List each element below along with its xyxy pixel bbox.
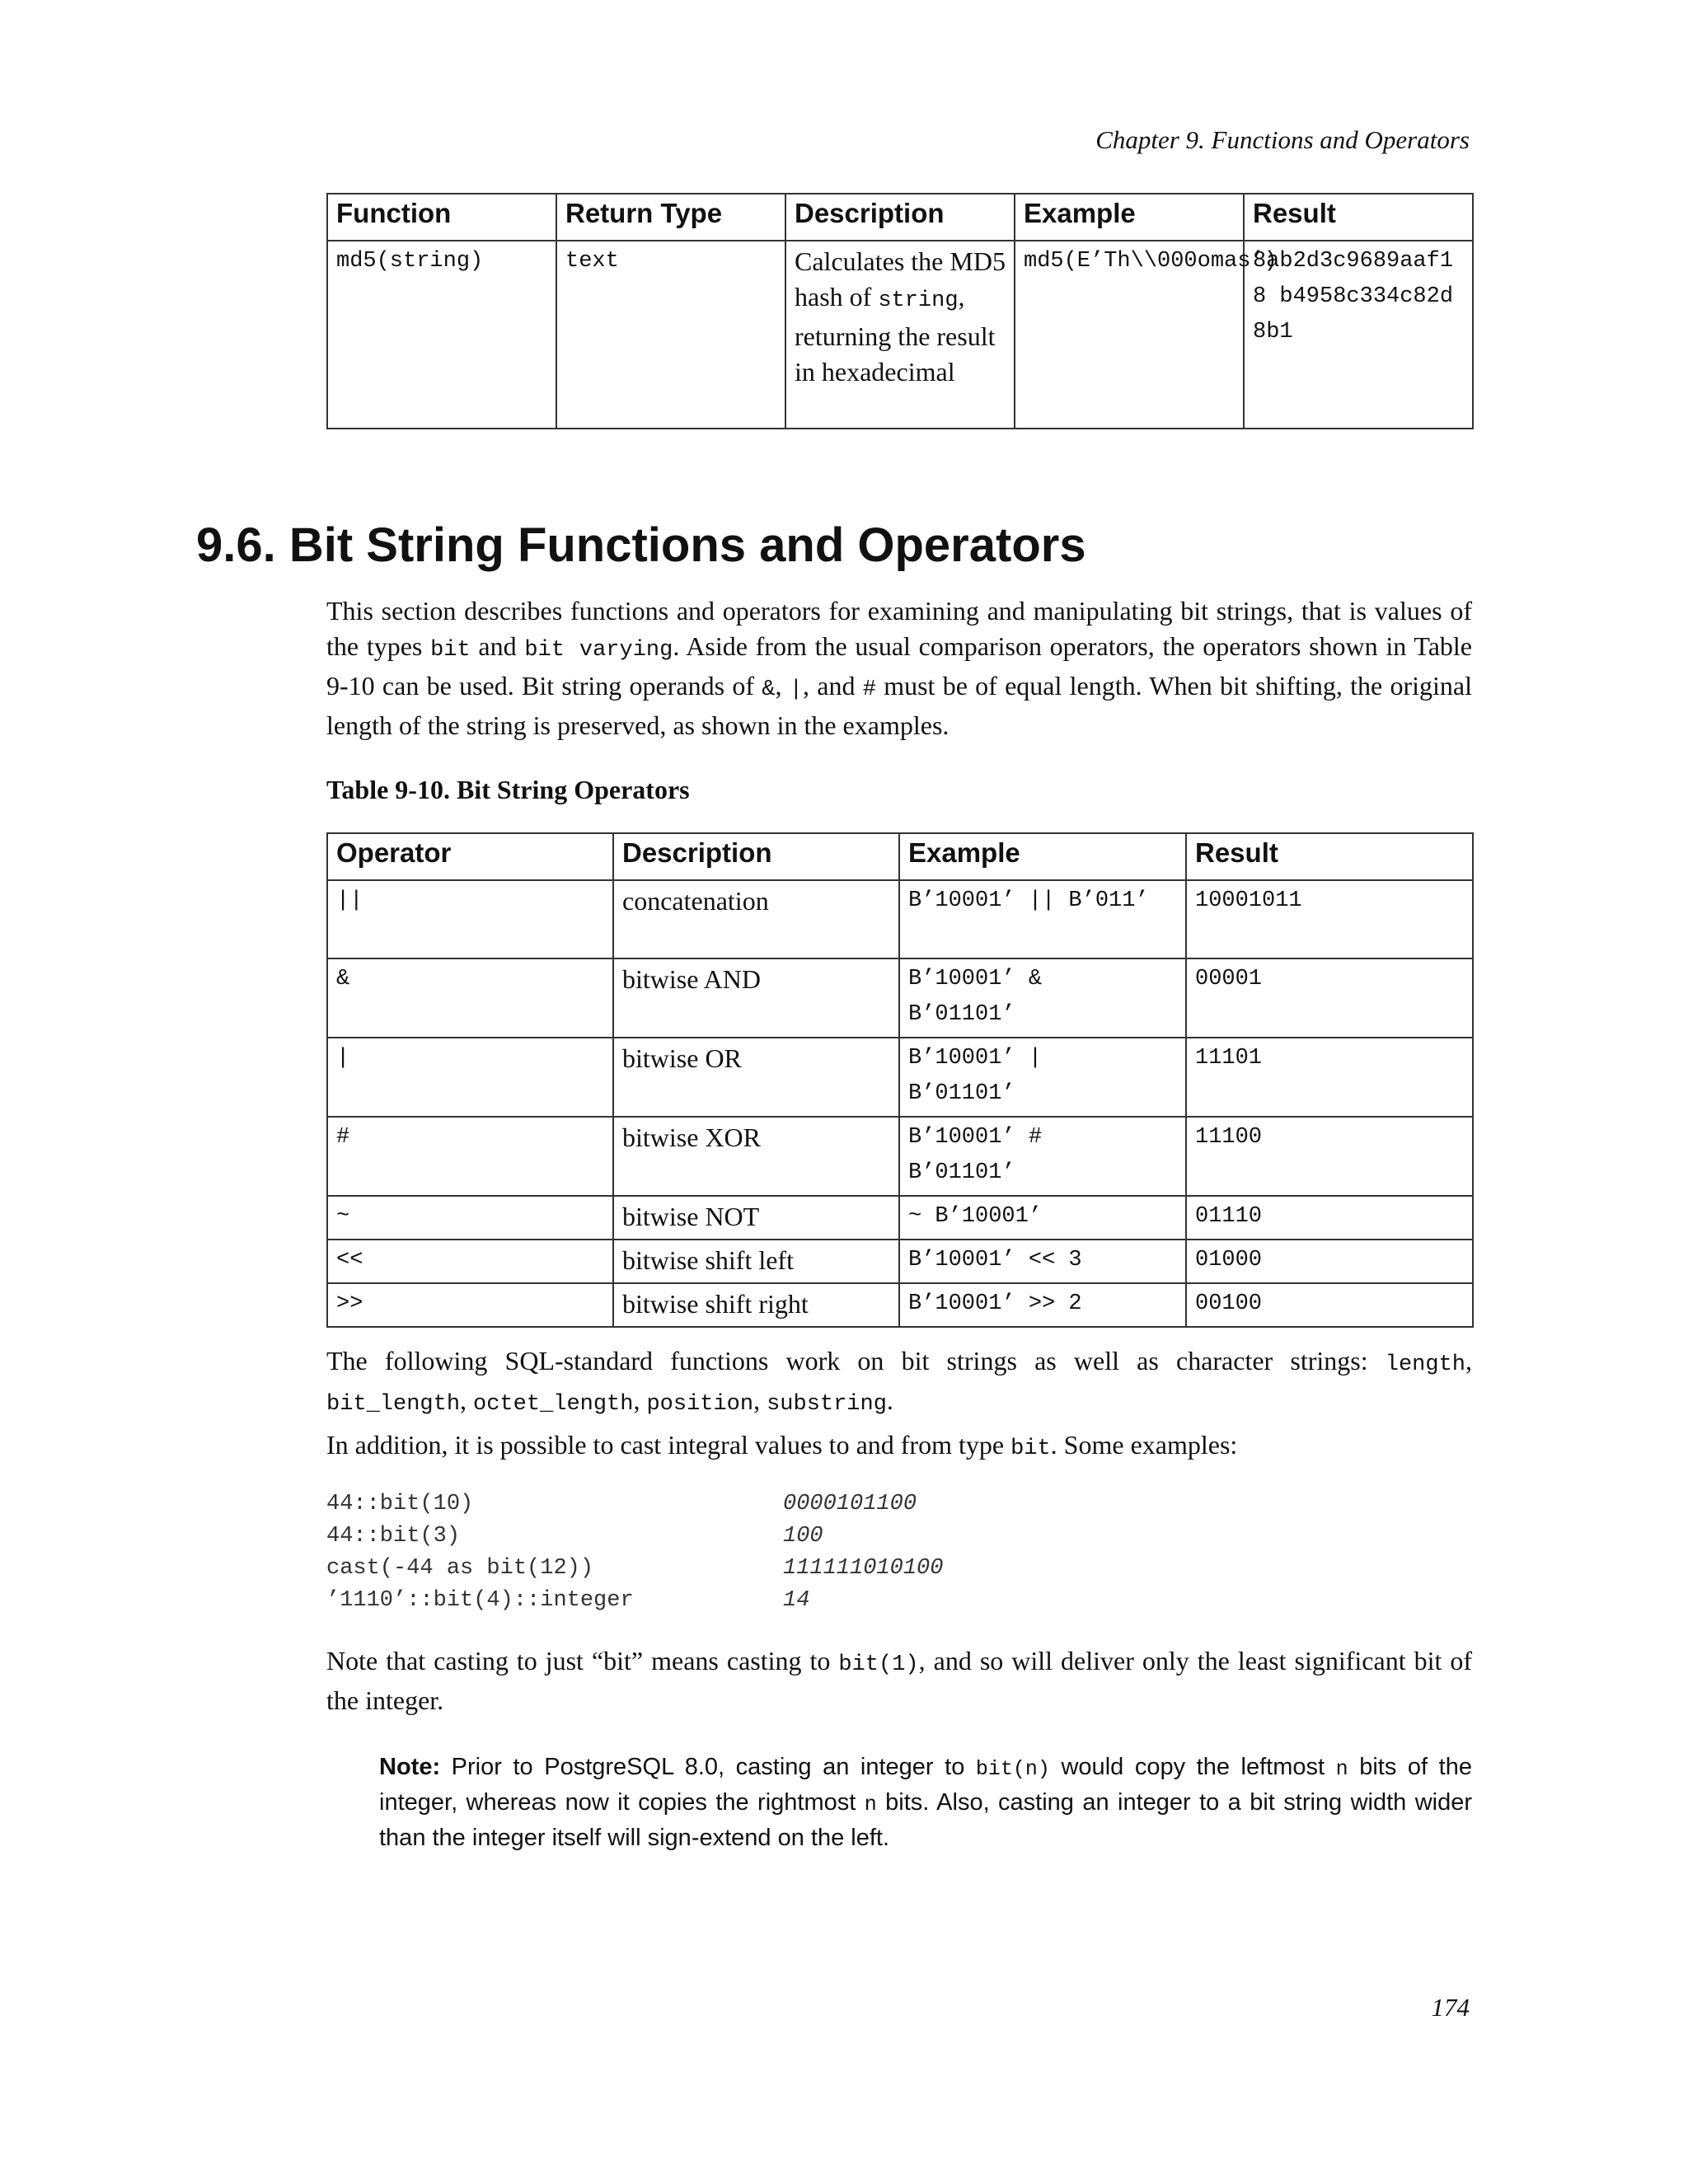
inline-code: # <box>862 677 876 702</box>
return-type-cell: text <box>556 241 785 429</box>
column-header: Example <box>899 833 1186 880</box>
example-expression: ’1110’::bit(4)::integer <box>326 1588 634 1613</box>
description-code: string <box>878 288 959 313</box>
result-cell: 11100 <box>1186 1117 1473 1196</box>
inline-code: | <box>789 677 803 702</box>
description-cell: bitwise AND <box>613 958 899 1038</box>
text: . Some examples: <box>1050 1430 1238 1460</box>
table-row <box>327 1038 1473 1117</box>
text: , and so will deliver only the least significant bit of the integer. <box>326 1646 1473 1715</box>
table-row <box>327 880 1473 958</box>
text: . Aside from the usual comparison operators, the operators shown in Table 9-10 can be used. Bit string operands of <box>326 631 1473 701</box>
function-cell: md5(string) <box>327 241 556 429</box>
column-header: Description <box>785 194 1015 241</box>
function-name: substring <box>767 1392 887 1417</box>
text: In addition, it is possible to cast integral values to and from type <box>326 1430 1011 1460</box>
operator-cell: # <box>327 1117 613 1196</box>
inline-code: bit <box>430 638 471 663</box>
example-row <box>326 1553 943 1585</box>
example-expression: 44::bit(3) <box>326 1524 461 1549</box>
text: Note that casting to just “bit” means casting to <box>326 1646 839 1675</box>
operator-cell: ~ <box>327 1196 613 1240</box>
example-cell: B’10001’ >> 2 <box>899 1283 1186 1327</box>
cast-intro-paragraph <box>326 1427 1472 1467</box>
inline-code: bit(1) <box>838 1652 919 1677</box>
example-cell: B’10001’ & B’01101’ <box>899 958 1186 1038</box>
separator: , <box>460 1385 474 1415</box>
function-name: position <box>646 1392 754 1417</box>
inline-code: & <box>762 677 776 702</box>
operator-cell: & <box>327 958 613 1038</box>
example-expression: 44::bit(10) <box>326 1492 474 1516</box>
function-name: bit_length <box>326 1392 461 1417</box>
text: , and <box>802 671 863 701</box>
table-row <box>327 1117 1473 1196</box>
table-header-row <box>327 833 1473 880</box>
separator: , <box>1465 1346 1472 1376</box>
table-row <box>327 241 1473 429</box>
md5-function-table <box>326 193 1474 429</box>
description-cell: bitwise shift left <box>613 1240 899 1283</box>
example-result: 111111010100 <box>783 1556 944 1581</box>
page-number: 174 <box>1431 1993 1470 2022</box>
description-cell: bitwise shift right <box>613 1283 899 1327</box>
description-cell <box>785 241 1015 429</box>
separator: , <box>753 1385 767 1415</box>
example-result: 0000101100 <box>783 1492 917 1516</box>
note-block <box>379 1750 1472 1854</box>
description-cell: bitwise NOT <box>613 1196 899 1240</box>
example-cell: B’10001’ << 3 <box>899 1240 1186 1283</box>
description-text: , returning the result in hexadecimal <box>795 282 996 387</box>
text: , <box>775 671 790 701</box>
example-row <box>326 1488 943 1521</box>
table-row <box>327 958 1473 1038</box>
cast-note-paragraph <box>326 1643 1472 1718</box>
description-cell: concatenation <box>613 880 899 958</box>
running-header: Chapter 9. Functions and Operators <box>1095 125 1470 154</box>
sql-functions-paragraph <box>326 1343 1472 1422</box>
result-cell: 10001011 <box>1186 880 1473 958</box>
column-header: Operator <box>327 833 613 880</box>
description-cell: bitwise XOR <box>613 1117 899 1196</box>
result-cell: 00001 <box>1186 958 1473 1038</box>
result-cell: 01110 <box>1186 1196 1473 1240</box>
column-header: Return Type <box>556 194 785 241</box>
result-cell: 11101 <box>1186 1038 1473 1117</box>
inline-code: bit(n) <box>975 1757 1050 1781</box>
example-result: 100 <box>783 1524 823 1549</box>
text: would copy the leftmost <box>1049 1754 1336 1780</box>
example-cell: B’10001’ || B’011’ <box>899 880 1186 958</box>
text: and <box>470 631 525 661</box>
example-row <box>326 1585 943 1617</box>
section-title: 9.6. Bit String Functions and Operators <box>196 518 1086 572</box>
example-expression: cast(-44 as bit(12)) <box>326 1556 594 1581</box>
table-caption: Table 9-10. Bit String Operators <box>326 775 690 804</box>
example-result: 14 <box>783 1588 810 1613</box>
result-cell: 00100 <box>1186 1283 1473 1327</box>
text: bits. Also, casting an integer to a bit string width wider than the integer itself will sign-extend on the left. <box>379 1789 1472 1851</box>
text: . <box>886 1385 893 1415</box>
text: Prior to PostgreSQL 8.0, casting an integer to <box>440 1754 976 1780</box>
table-header-row <box>327 194 1473 241</box>
operator-cell: << <box>327 1240 613 1283</box>
table-row <box>327 1283 1473 1327</box>
column-header: Example <box>1015 194 1244 241</box>
text: bits of the integer, whereas now it copies the rightmost <box>379 1754 1472 1816</box>
example-cell: md5(E’Th\\000omas’) <box>1015 241 1244 429</box>
inline-code: n <box>864 1793 877 1816</box>
section-intro-paragraph <box>326 593 1472 743</box>
example-cell: B’10001’ # B’01101’ <box>899 1117 1186 1196</box>
text: must be of equal length. When bit shifting, the original length of the string is preserved, as shown in the examples. <box>326 671 1473 740</box>
operator-cell: >> <box>327 1283 613 1327</box>
text: This section describes functions and operators for examining and manipulating bit strings, that is values of the types <box>326 596 1472 661</box>
column-header: Function <box>327 194 556 241</box>
description-text: Calculates the MD5 hash of <box>795 246 1006 312</box>
operator-cell: | <box>327 1038 613 1117</box>
result-cell: 01000 <box>1186 1240 1473 1283</box>
column-header: Result <box>1244 194 1473 241</box>
table-row <box>327 1240 1473 1283</box>
operator-cell: || <box>327 880 613 958</box>
text: The following SQL-standard functions work on bit strings as well as character strings: <box>326 1346 1386 1376</box>
note-label: Note: <box>379 1754 441 1780</box>
description-cell: bitwise OR <box>613 1038 899 1117</box>
function-name: length <box>1385 1352 1465 1377</box>
inline-code: bit varying <box>524 638 673 663</box>
inline-code: n <box>1335 1757 1348 1781</box>
example-cell: ~ B’10001’ <box>899 1196 1186 1240</box>
table-row <box>327 1196 1473 1240</box>
result-cell: 8ab2d3c9689aaf18 b4958c334c82d8b1 <box>1244 241 1473 429</box>
separator: , <box>633 1385 647 1415</box>
column-header: Description <box>613 833 899 880</box>
example-cell: B’10001’ | B’01101’ <box>899 1038 1186 1117</box>
example-row <box>326 1521 943 1553</box>
inline-code: bit <box>1010 1436 1051 1461</box>
bit-string-operators-table <box>326 832 1474 1328</box>
function-name: octet_length <box>473 1392 634 1417</box>
cast-examples <box>326 1488 943 1617</box>
column-header: Result <box>1186 833 1473 880</box>
